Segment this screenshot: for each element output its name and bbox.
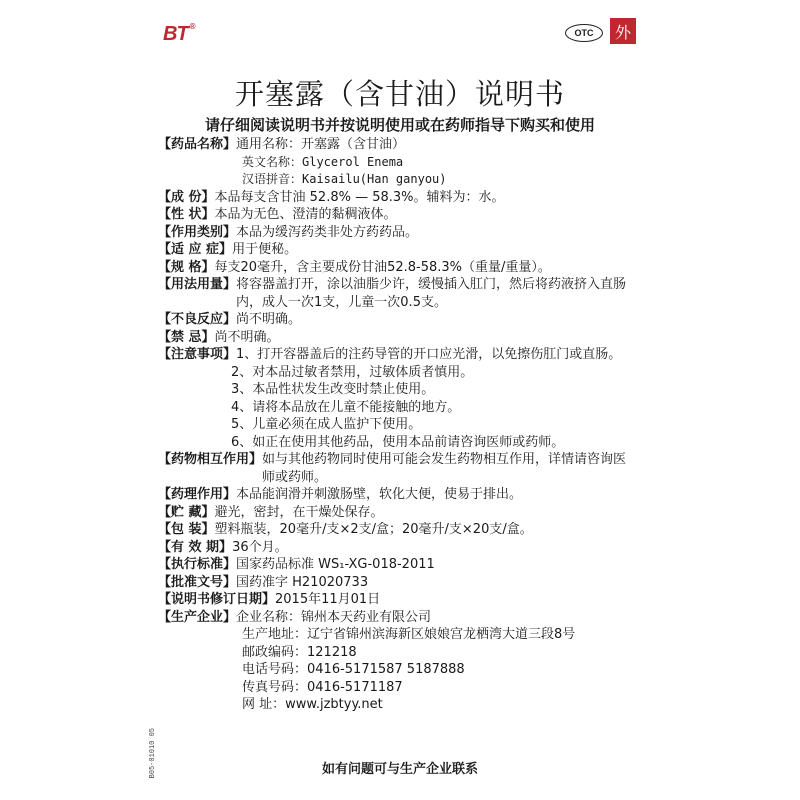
field-value: 2015年11月01日 [275,592,381,607]
field-value: 塑料瓶装，20毫升/支×2支/盒；20毫升/支×20支/盒。 [214,522,533,537]
field-label: 【批准文号】 [158,574,237,590]
pinyin-name-row [158,171,638,189]
field-label: 【用法用量】 [158,277,237,292]
field-row [158,556,638,574]
field-value: 本品能润滑并刺激肠壁，软化大便，使易于排出。 [236,487,523,502]
precaution-item: 4、请将本品放在儿童不能接触的地方。 [231,399,461,415]
field-value: 本品每支含甘油 52.8% — 58.3%。辅料为：水。 [214,189,505,205]
manufacturer-row [158,609,638,627]
postcode-row [158,644,638,662]
precaution-item: 3、本品性状发生改变时禁止使用。 [231,382,435,397]
field-row [158,241,638,259]
field-row [158,311,638,329]
document-title: 开塞露（含甘油）说明书 [234,77,565,111]
precaution-item: 2、对本品过敏者禁用，过敏体质者慎用。 [231,364,474,380]
field-row [158,451,638,486]
field-row [158,329,638,347]
field-value: 每支20毫升，含主要成份甘油52.8-58.3%（重量/重量）。 [214,259,551,275]
field-label: 【规 格】 [158,259,215,275]
fax: 传真号码：0416-5171187 [242,679,403,695]
precaution-row [158,416,638,434]
field-label: 【不良反应】 [158,312,237,327]
field-label: 【有 效 期】 [158,539,233,555]
precaution-item: 5、儿童必须在成人监护下使用。 [231,417,422,432]
brand-logo [163,22,203,46]
field-row [158,591,638,609]
footer-note: 如有问题可与生产企业联系 [321,762,478,777]
phone: 电话号码：0416-5171587 5187888 [242,662,465,677]
leaflet-body [158,136,638,714]
address-row [158,626,638,644]
field-row [158,521,638,539]
field-row [158,504,638,522]
otc-badge: OTC [565,24,603,42]
precaution-row [158,381,638,399]
field-row [158,539,638,557]
field-value: 如与其他药物同时使用可能会发生药物相互作用，详情请咨询医师或药师。 [262,452,627,485]
field-value: 本品为缓泻药类非处方药药品。 [236,224,419,240]
field-value: 尚不明确。 [236,312,302,327]
company-name: 企业名称：锦州本天药业有限公司 [236,609,432,625]
field-label: 【说明书修订日期】 [158,592,276,607]
external-use-badge: 外 [610,18,636,44]
field-row [158,486,638,504]
field-row [158,224,638,242]
precautions-row [158,346,638,364]
field-value: 本品为无色、澄清的黏稠液体。 [214,207,397,222]
field-row [158,189,638,207]
field-value: 避光，密封，在干燥处保存。 [214,504,384,520]
precaution-row [158,364,638,382]
postcode: 邮政编码：121218 [242,644,357,660]
generic-name: 通用名称：开塞露（含甘油） [236,137,406,152]
field-label: 【注意事项】 [158,347,237,362]
field-row [158,574,638,592]
website: 网 址：www.jzbtyy.net [242,697,383,712]
registered-mark: ® [189,22,195,31]
address: 生产地址：辽宁省锦州滨海新区娘娘宫龙栖湾大道三段8号 [242,627,576,642]
english-name: 英文名称：Glycerol Enema [242,154,404,169]
field-label: 【性 状】 [158,207,215,222]
field-label: 【生产企业】 [158,609,237,625]
precaution-row [158,434,638,452]
field-row [158,276,638,311]
precaution-row [158,399,638,417]
field-label: 【执行标准】 [158,557,237,572]
brand-logo-text: BT [163,23,188,45]
field-label: 【药理作用】 [158,487,237,502]
fax-row [158,679,638,697]
print-code: B05-01010 05 [149,728,157,779]
field-label: 【贮 藏】 [158,504,215,520]
field-value: 国药准字 H21020733 [236,574,369,590]
field-value: 36个月。 [232,539,288,555]
field-label: 【适 应 症】 [158,242,233,257]
precaution-item: 1、打开容器盖后的注药导管的开口应光滑，以免擦伤肛门或直肠。 [236,347,622,362]
field-label: 【作用类别】 [158,224,237,240]
website-row [158,696,638,714]
field-label: 【包 装】 [158,522,215,537]
field-value: 尚不明确。 [214,329,280,345]
field-row [158,206,638,224]
pinyin-name: 汉语拼音：Kaisailu(Han ganyou) [242,172,447,186]
field-label: 【成 份】 [158,189,215,205]
precaution-item: 6、如正在使用其他药品，使用本品前请咨询医师或药师。 [231,434,565,450]
document-subtitle: 请仔细阅读说明书并按说明使用或在药师指导下购买和使用 [204,116,595,134]
field-label: 【药品名称】 [158,137,237,152]
field-label: 【禁 忌】 [158,329,215,345]
field-label: 【药物相互作用】 [158,452,263,467]
phone-row [158,661,638,679]
drug-name-row [158,136,638,154]
field-value: 将容器盖打开，涂以油脂少许，缓慢插入肛门，然后将药液挤入直肠内，成人一次1支，儿童一次0.5支。 [236,277,627,310]
field-value: 用于便秘。 [232,242,298,257]
field-row [158,259,638,277]
field-value: 国家药品标准 WS₁-XG-018-2011 [236,557,435,572]
english-name-row [158,154,638,172]
